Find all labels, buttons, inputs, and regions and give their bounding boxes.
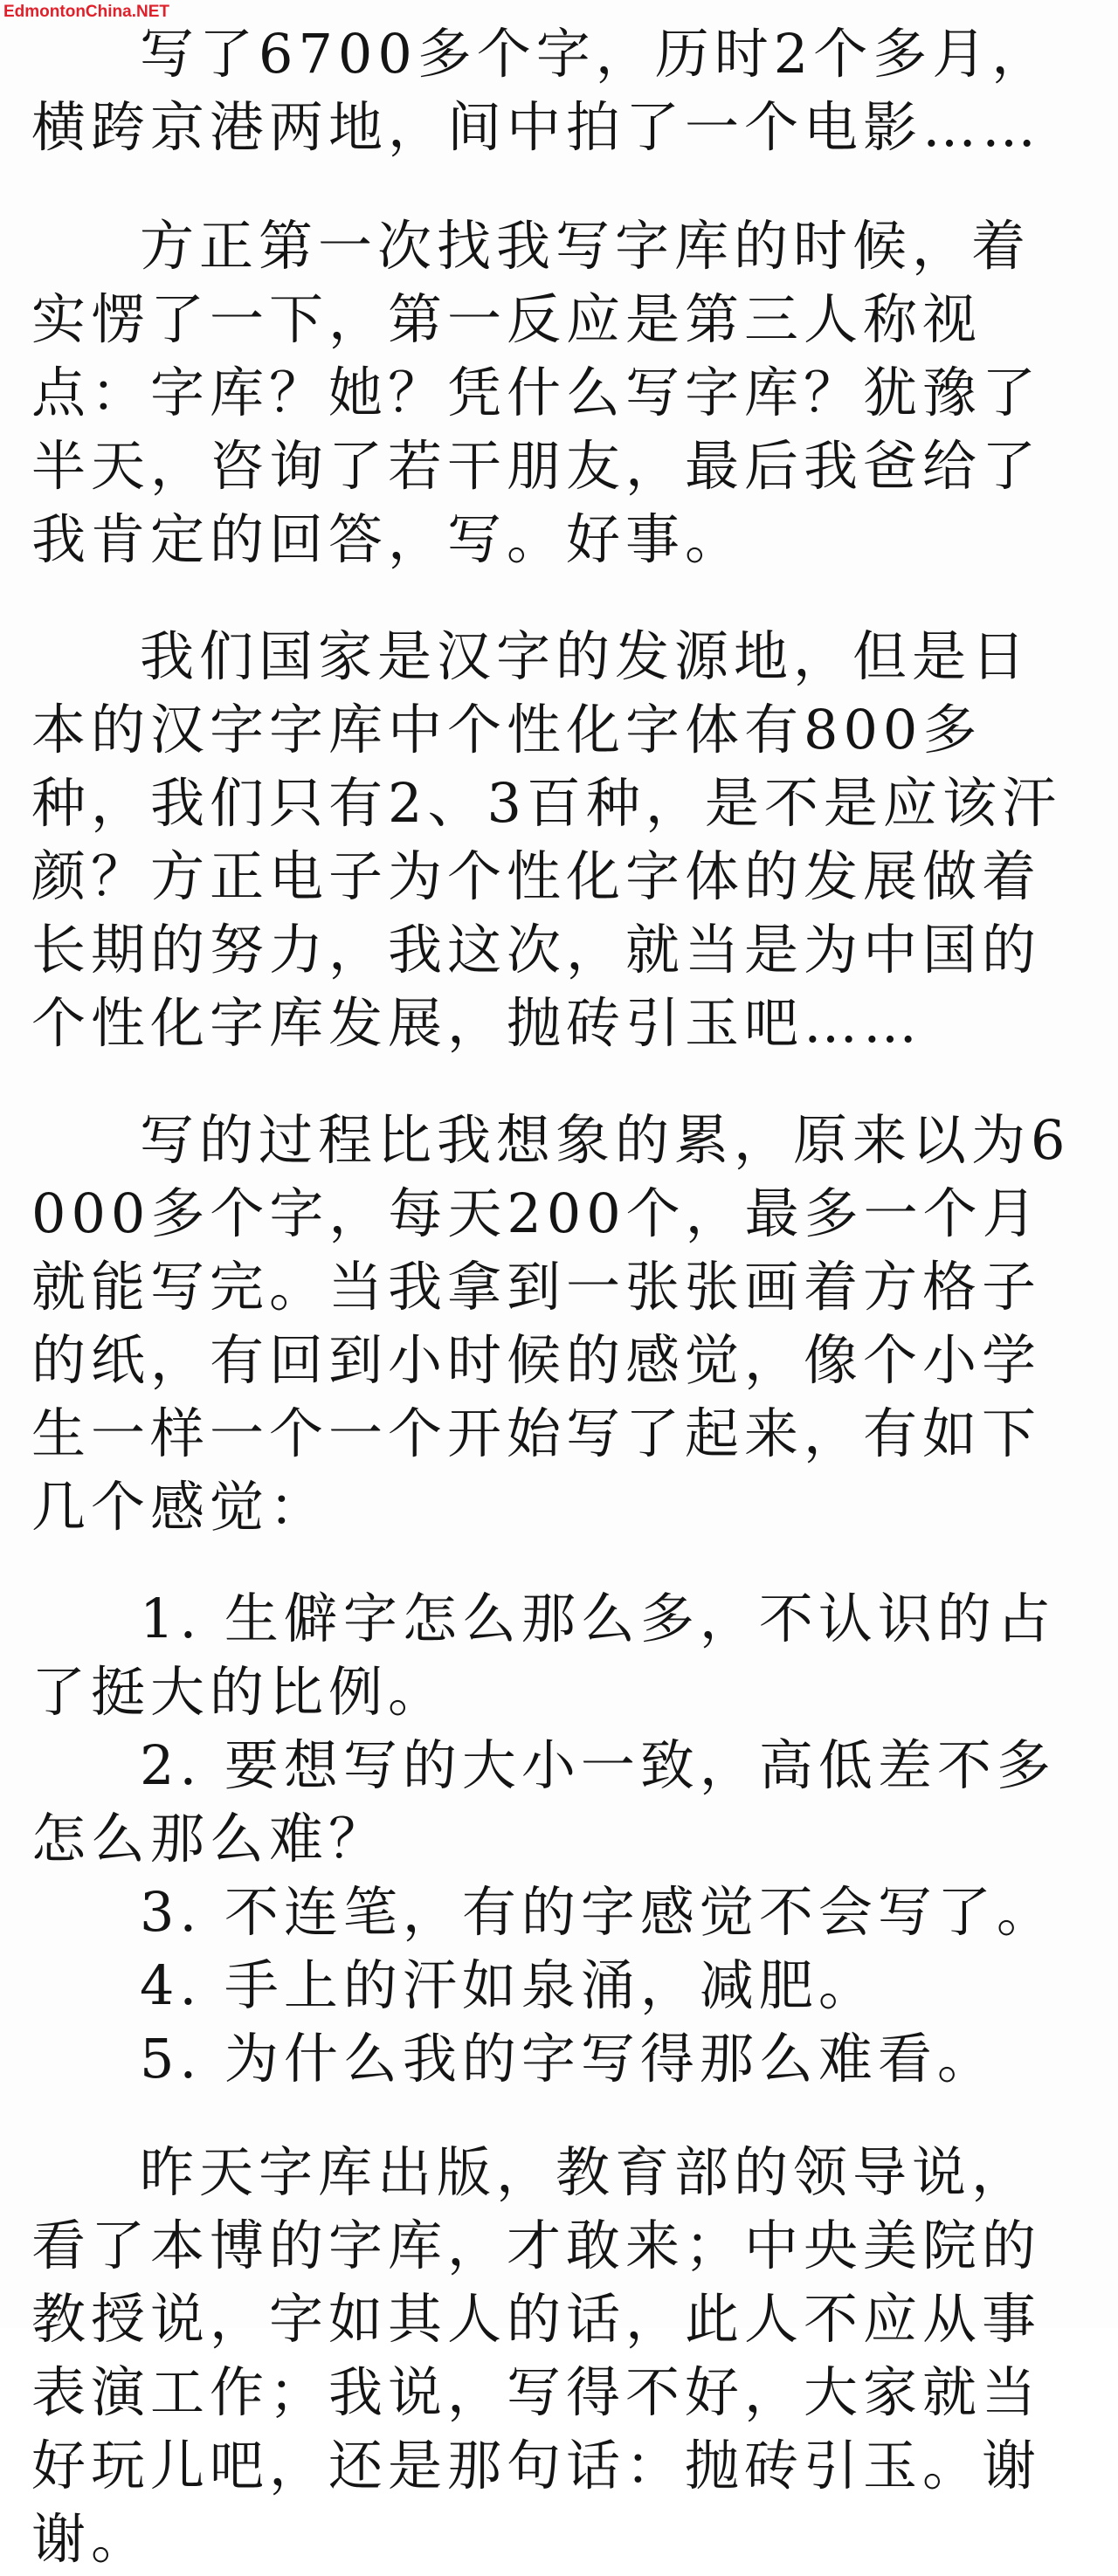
paragraph-font-origin: 我们国家是汉字的发源地，但是日本的汉字字库中个性化字体有800多种，我们只有2、3百种，是不是应该汗颜？方正电子为个性化字体的发展做着长期的努力，我这次，就当是为中国的个性化字库发展，抛砖引玉吧…… bbox=[31, 624, 1061, 1055]
letter-body bbox=[31, 17, 1088, 2576]
list-item: 5. 为什么我的字写得那么难看。 bbox=[140, 2027, 997, 2090]
list-item: 2. 要想写的大小一致，高低差不多怎么那么难？ bbox=[31, 1733, 1056, 1870]
site-watermark: EdmontonChina.NET bbox=[3, 3, 169, 21]
list-item: 4. 手上的汗如泉涌，减肥。 bbox=[140, 1953, 878, 2017]
paragraph-writing-process: 写的过程比我想象的累，原来以为6000多个字，每天200个，最多一个月就能写完。当我拿到一张张画着方格子的纸，有回到小时候的感觉，像个小学生一样一个一个开始写了起来，有如下几个感觉： bbox=[31, 1108, 1071, 1539]
list-item: 3. 不连笔，有的字感觉不会写了。 bbox=[140, 1880, 1056, 1944]
paragraph-first-invitation: 方正第一次找我写字库的时候，着实愣了一下，第一反应是第三人称视点：字库？她？凭什么写字库？犹豫了半天，咨询了若干朋友，最后我爸给了我肯定的回答，写。好事。 bbox=[31, 214, 1042, 571]
paragraph-intro: 写了6700多个字，历时2个多月，横跨京港两地，间中拍了一个电影…… bbox=[31, 22, 1052, 159]
paragraph-closing: 昨天字库出版，教育部的领导说，看了本博的字库，才敢来；中央美院的教授说，字如其人的话，此人不应从事表演工作；我说，写得不好，大家就当好玩儿吧，还是那句话：抛砖引玉。谢谢。 bbox=[31, 2140, 1042, 2571]
list-item: 1. 生僻字怎么那么多，不认识的占了挺大的比例。 bbox=[31, 1587, 1056, 1724]
feelings-list bbox=[31, 1582, 1088, 2096]
